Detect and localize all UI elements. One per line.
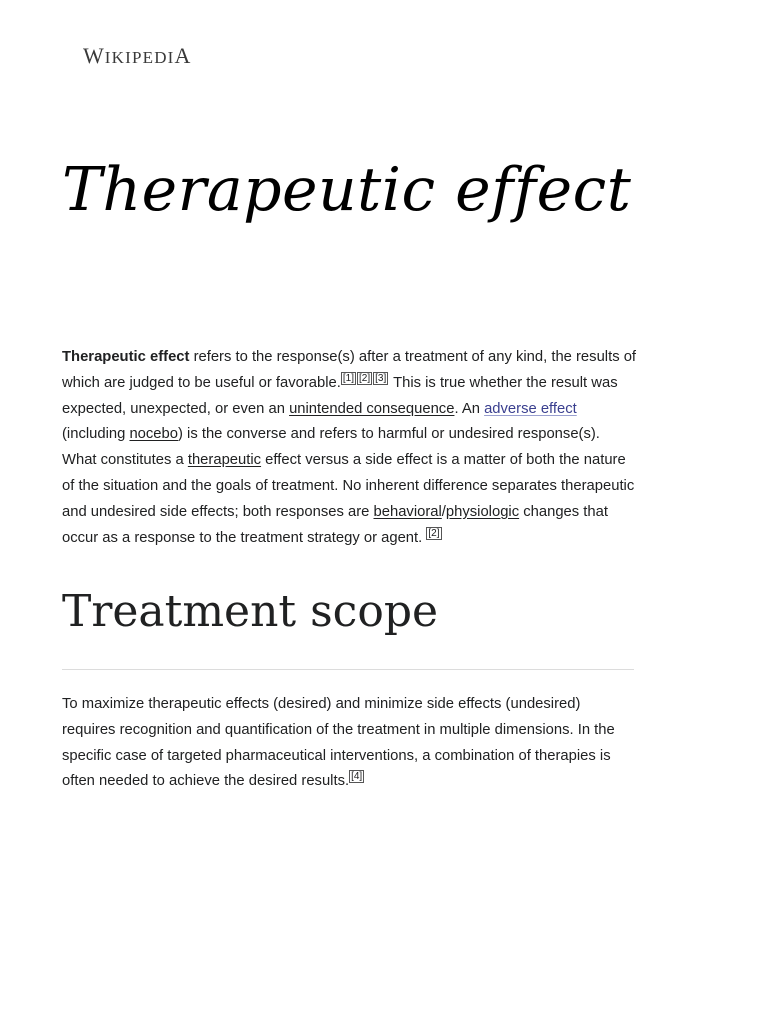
treatment-scope-paragraph (62, 692, 637, 795)
citation-group-3 (349, 771, 365, 782)
citation-3[interactable]: [3] (375, 372, 387, 384)
wikipedia-logo[interactable] (83, 43, 191, 71)
link-therapeutic[interactable]: therapeutic (187, 452, 262, 469)
intro-text-1: refers to the response(s) after a treatment of any kind, the results of which are judged to be useful or favorable. (62, 349, 637, 391)
section-heading-treatment-scope: Treatment scope (62, 586, 439, 637)
link-physiologic[interactable]: physiologic (445, 503, 520, 520)
citation-2-repeat[interactable]: [2] (428, 527, 440, 539)
treatment-scope-text: To maximize therapeutic effects (desired) and minimize side effects (undesired) requires recognition and quantification of the treatment in multiple dimensions. In the specific case of targeted pharmaceutical interventions, a combination of therapies is often needed to achieve the desired results. (62, 696, 615, 790)
link-adverse-effect[interactable]: adverse effect (484, 400, 577, 417)
page-title: Therapeutic effect (62, 155, 632, 225)
intro-bold-term: Therapeutic effect (62, 349, 190, 365)
intro-text-7: changes that occur as a response to the treatment strategy or agent. (62, 503, 608, 546)
citation-1[interactable]: [1] (342, 372, 354, 384)
intro-text-5: ) is the converse and refers to harmful or undesired response(s). What constitutes a (62, 426, 600, 469)
citation-4[interactable]: [4] (351, 771, 363, 783)
citation-group-1 (341, 373, 389, 384)
intro-paragraph (62, 345, 637, 551)
logo-first-letter: W (83, 43, 105, 68)
link-behavioral[interactable]: behavioral (373, 503, 442, 520)
intro-text-6: effect versus a side effect is a matter of both the nature of the situation and the goals of treatment. No inherent difference separates therapeutic and undesired side effects; both responses are (62, 452, 635, 520)
section-divider (62, 669, 634, 670)
link-nocebo[interactable]: nocebo (129, 426, 178, 443)
citation-group-2 (426, 528, 442, 539)
logo-middle-letters: IKIPEDI (104, 48, 175, 67)
intro-text-2: This is true whether the result was expected, unexpected, or even an (62, 374, 618, 417)
link-unintended-consequence[interactable]: unintended consequence (289, 400, 455, 417)
logo-last-letter: A (174, 43, 192, 68)
citation-2[interactable]: [2] (358, 372, 371, 384)
intro-text-3: . An (454, 400, 485, 417)
slash-separator: / (441, 503, 446, 520)
intro-text-4: (including (62, 426, 130, 443)
